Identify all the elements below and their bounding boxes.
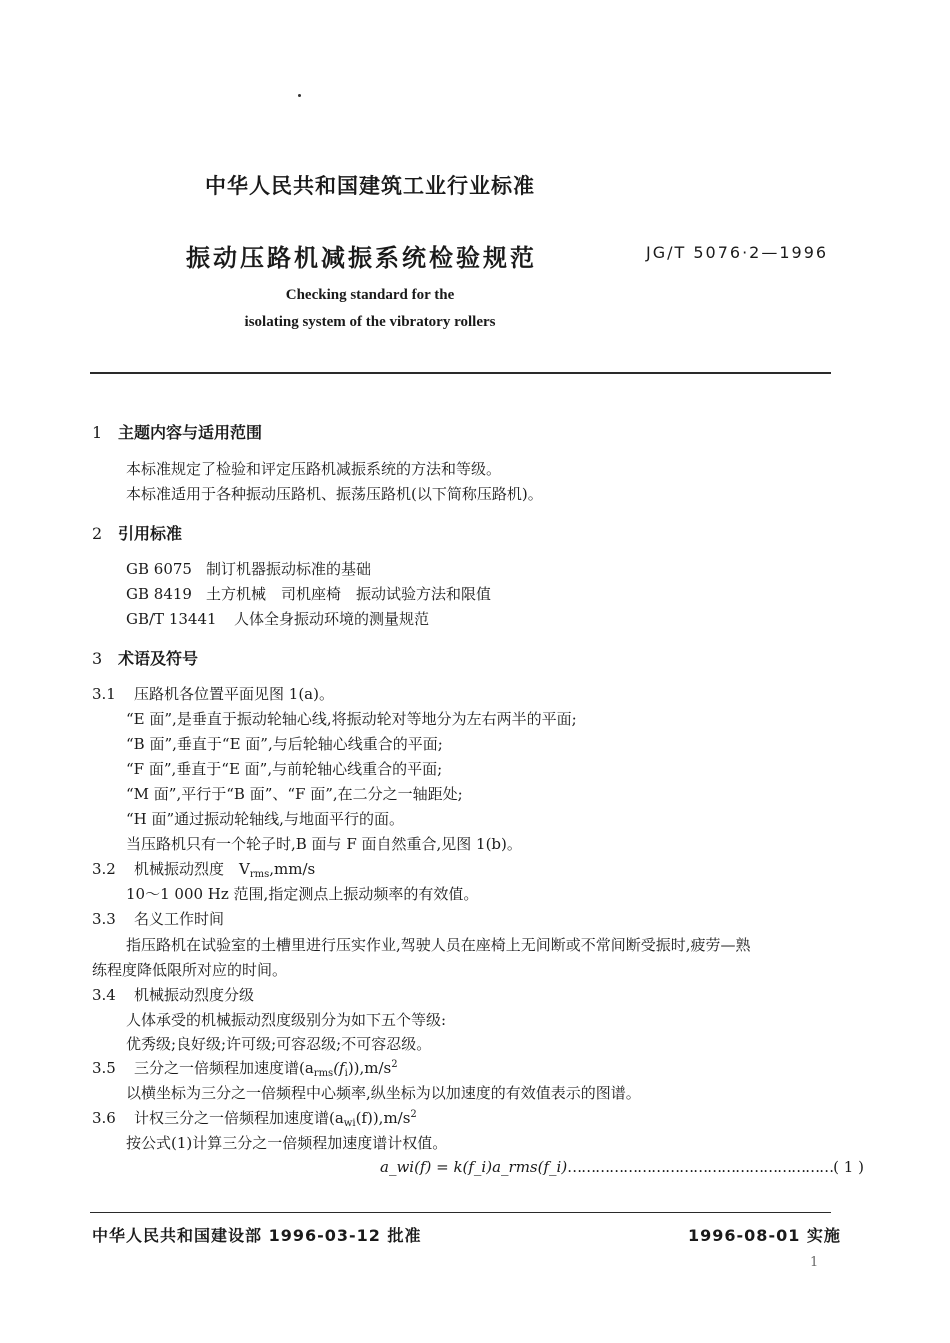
clause-text: 机械振动烈度分级 (134, 986, 255, 1004)
section-number: 2 (92, 524, 103, 543)
clause-number: 3.5 (92, 1059, 116, 1077)
clause-unit: (f)),m/s (355, 1109, 411, 1127)
clause-3-4-heading (92, 984, 254, 1005)
section-title: 术语及符号 (118, 649, 199, 668)
clause-line: “E 面”,是垂直于振动轮轴心线,将振动轮对等地分为左右两半的平面; (126, 710, 577, 728)
clause-line: 指压路机在试验室的土槽里进行压实作业,驾驶人员在座椅上无间断或不常间断受振时,疲劳—熟 (126, 936, 751, 954)
clause-number: 3.4 (92, 986, 116, 1004)
paragraph: 本标准适用于各种振动压路机、振荡压路机(以下简称压路机)。 (126, 485, 543, 503)
footer-rule (90, 1212, 831, 1213)
clause-line: “B 面”,垂直于“E 面”,与后轮轴心线重合的平面; (126, 735, 443, 753)
clause-unit: ,mm/s (269, 860, 316, 878)
clause-number: 3.1 (92, 685, 116, 703)
clause-3-1-heading (92, 683, 334, 704)
clause-line: 10～1 000 Hz 范围,指定测点上振动频率的有效值。 (126, 885, 479, 903)
clause-line: 优秀级;良好级;许可级;可容忍级;不可容忍级。 (126, 1035, 432, 1053)
subscript: rms (249, 869, 270, 880)
clause-3-6-heading (92, 1107, 417, 1129)
reference-name: 土方机械 司机座椅 振动试验方法和限值 (206, 585, 492, 603)
section-2-heading (92, 521, 182, 544)
reference-name: 制订机器振动标准的基础 (206, 560, 372, 578)
reference-code: GB 6075 (126, 560, 192, 578)
clause-number: 3.6 (92, 1109, 116, 1127)
reference-name: 人体全身振动环境的测量规范 (234, 610, 430, 628)
clause-line: 以横坐标为三分之一倍频程中心频率,纵坐标为以加速度的有效值表示的图谱。 (126, 1084, 641, 1102)
section-number: 3 (92, 649, 103, 668)
clause-line: 练程度降低限所对应的时间。 (92, 961, 288, 979)
subscript: rms (313, 1068, 334, 1079)
clause-3-5-heading (92, 1057, 398, 1079)
scan-speck (298, 94, 301, 97)
issuer-line: 中华人民共和国建设部 1996-03-12 批准 (92, 1226, 422, 1245)
standard-series-title: 中华人民共和国建筑工业行业标准 (205, 174, 535, 198)
formula-leader: ………………………………………………… (567, 1158, 834, 1176)
section-number: 1 (92, 423, 103, 442)
section-title: 主题内容与适用范围 (118, 423, 263, 442)
clause-number: 3.3 (92, 910, 116, 928)
section-title: 引用标准 (118, 524, 183, 543)
header-rule (90, 372, 831, 374)
clause-line: 人体承受的机械振动烈度级别分为如下五个等级: (126, 1011, 447, 1029)
clause-text: 名义工作时间 (134, 910, 225, 928)
clause-text: 计权三分之一倍频程加速度谱(a (134, 1109, 344, 1127)
clause-line: 按公式(1)计算三分之一倍频程加速度谱计权值。 (126, 1134, 448, 1152)
reference-item (126, 608, 429, 629)
superscript: 2 (391, 1059, 398, 1070)
clause-line: 当压路机只有一个轮子时,B 面与 F 面自然重合,见图 1(b)。 (126, 835, 522, 853)
paragraph: 本标准规定了检验和评定压路机减振系统的方法和等级。 (126, 460, 502, 478)
reference-code: GB 8419 (126, 585, 192, 603)
clause-text: 机械振动烈度 V (134, 860, 250, 878)
clause-line: “F 面”,垂直于“E 面”,与前轮轴心线重合的平面; (126, 760, 443, 778)
clause-3-3-heading (92, 908, 224, 929)
english-title-line2: isolating system of the vibratory rollers (244, 314, 496, 330)
reference-item (126, 583, 491, 604)
clause-text: (f (333, 1059, 345, 1077)
formula-number: ( 1 ) (833, 1158, 864, 1176)
superscript: 2 (410, 1109, 417, 1120)
effective-date: 1996-08-01 实施 (688, 1226, 841, 1245)
clause-number: 3.2 (92, 860, 116, 878)
reference-code: GB/T 13441 (126, 610, 217, 628)
section-1-heading (92, 420, 262, 443)
formula-1 (380, 1158, 864, 1176)
clause-line: “M 面”,平行于“B 面”、“F 面”,在二分之一轴距处; (126, 785, 463, 803)
subscript: i (344, 1068, 348, 1079)
document-title: 振动压路机减振系统检验规范 (186, 244, 537, 272)
clause-line: “H 面”通过振动轮轴线,与地面平行的面。 (126, 810, 404, 828)
clause-3-2-heading (92, 858, 315, 880)
section-3-heading (92, 646, 198, 669)
page-number: 1 (810, 1255, 819, 1270)
clause-text: 三分之一倍频程加速度谱(a (134, 1059, 314, 1077)
clause-text: 压路机各位置平面见图 1(a)。 (134, 685, 334, 703)
reference-item (126, 558, 371, 579)
standard-code: JG/T 5076·2—1996 (646, 243, 829, 262)
clause-unit: )),m/s (347, 1059, 392, 1077)
formula-expression: a_wi(f) = k(f_i)a_rms(f_i) (380, 1158, 568, 1176)
subscript: wi (343, 1118, 356, 1129)
english-title-line1: Checking standard for the (285, 287, 455, 303)
